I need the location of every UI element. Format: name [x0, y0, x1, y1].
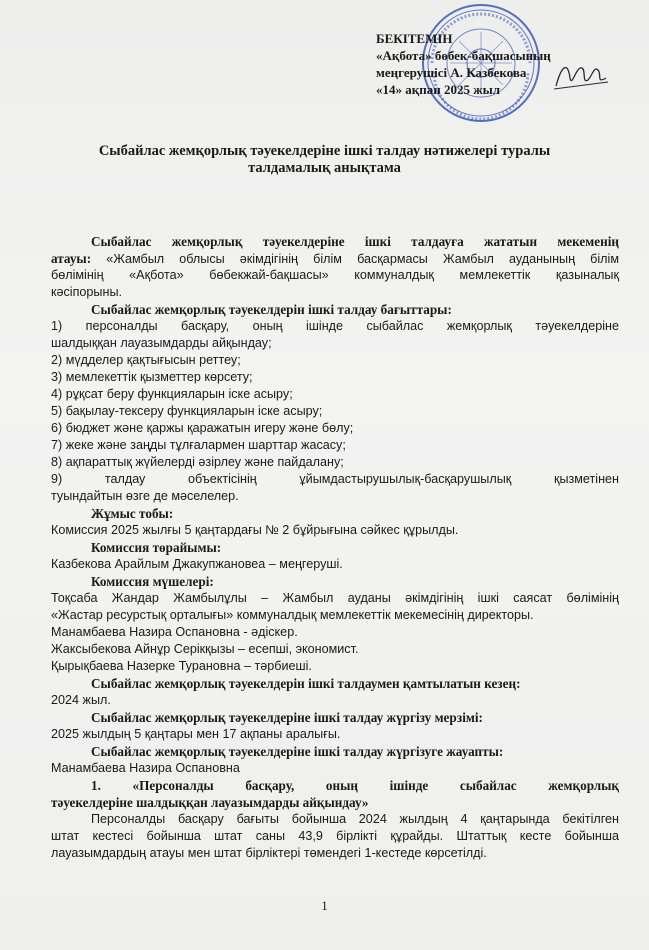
paragraph-line: лауазымдардың атауы мен штат бірліктері төмендегі 1-кестеде көрсетілді.	[51, 846, 487, 860]
title-line: талдамалық анықтама	[248, 160, 401, 176]
list-item: 6) бюджет және қаржы қаражатын игеру және бөлу;	[51, 421, 354, 435]
institution-name-text: кәсіпорыны.	[51, 285, 122, 299]
paragraph-line: Манамбаева Назира Оспановна - әдіскер.	[51, 625, 298, 639]
section-1-heading: тәуекелдеріне шалдыққан лауазымдарды айқындау»	[51, 795, 369, 810]
list-item: 7) жеке және заңды тұлғалармен шарттар жасасу;	[51, 438, 346, 452]
section-heading: Жұмыс тобы:	[91, 506, 174, 521]
section-heading: Сыбайлас жемқорлық тәуекелдеріне ішкі талдау жүргізуге жауапты:	[91, 744, 504, 759]
paragraph-line: Комиссия 2025 жылғы 5 қаңтардағы № 2 бұйрығына сәйкес құрылды.	[51, 523, 459, 537]
list-item: 8) ақпараттық жүйелерді әзірлеу және пайдалану;	[51, 455, 344, 469]
approval-block	[376, 30, 551, 98]
page-number: 1	[321, 898, 328, 913]
list-item: 2) мүдделер қақтығысын реттеу;	[51, 353, 241, 367]
section-heading: Сыбайлас жемқорлық тәуекелдеріне ішкі талдау жүргізу мерзімі:	[91, 710, 483, 725]
list-item: шалдыққан лауазымдарды айқындау;	[51, 336, 272, 350]
paragraph-line: 2024 жыл.	[51, 693, 111, 707]
paragraph-line: «Жастар ресурстық орталығы» коммуналдық мемлекеттік мекемесінің директоры.	[51, 608, 534, 622]
section-heading: Сыбайлас жемқорлық тәуекелдерін ішкі талдау бағыттары:	[91, 302, 452, 317]
paragraph-line: штат кестесі бойынша штат саны 43,9 бірлікті құрайды. Штаттық кесте бойынша	[51, 829, 619, 843]
list-item: 4) рұқсат беру функцияларын іске асыру;	[51, 387, 293, 401]
title-line: Сыбайлас жемқорлық тәуекелдеріне ішкі талдау нәтижелері туралы	[98, 143, 551, 159]
approval-organization: «Ақбота» бөбек-бақшасының	[376, 48, 551, 63]
institution-name-label-end: атауы:	[51, 251, 92, 266]
institution-name-line	[51, 250, 619, 267]
handwritten-signature	[552, 58, 610, 94]
section-1-heading: 1. «Персоналды басқару, оның ішінде сыбайлас жемқорлық	[91, 778, 619, 793]
paragraph-line: 2025 жылдың 5 қаңтары мен 17 ақпаны аралығы.	[51, 727, 341, 741]
institution-name-label: Сыбайлас жемқорлық тәуекелдеріне ішкі талдауға жататын мекеменің	[91, 234, 619, 249]
paragraph-line: Персоналды басқару бағыты бойынша 2024 жылдың 4 қаңтарында бекітілген	[91, 812, 619, 826]
approval-signatory: меңгерушісі А. Казбекова	[376, 65, 527, 80]
list-item: 9) талдау объектісінің ұйымдастырушылық-басқарушылық қызметінен	[51, 472, 619, 486]
paragraph-line: Жаксыбекова Айнұр Серікқызы – есепші, экономист.	[51, 642, 359, 656]
paragraph-line: Казбекова Арайлым Джакупжановеа – меңгеруші.	[51, 557, 343, 571]
list-item: 3) мемлекеттік қызметтер көрсету;	[51, 370, 253, 384]
document-title	[0, 143, 649, 177]
list-item: 5) бақылау-тексеру функцияларын іске асыру;	[51, 404, 323, 418]
paragraph-line: Қырықбаева Назерке Турановна – тәрбиеші.	[51, 659, 312, 673]
section-heading: Комиссия мүшелері:	[91, 574, 214, 589]
section-heading: Сыбайлас жемқорлық тәуекелдерін ішкі талдаумен қамтылатын кезең:	[91, 676, 521, 691]
approval-heading: БЕКІТЕМІН	[376, 31, 453, 46]
paragraph-line: Манамбаева Назира Оспановна	[51, 761, 240, 775]
list-item: туындайтын өзге де мәселелер.	[51, 489, 239, 503]
approval-date: «14» ақпан 2025 жыл	[376, 82, 501, 97]
paragraph-line: Тоқсаба Жандар Жамбылұлы – Жамбыл ауданы әкімдігінің ішкі саясат бөлімінің	[51, 591, 619, 605]
list-item: 1) персоналды басқару, оның ішінде сыбайлас жемқорлық тәуекелдеріне	[51, 319, 619, 333]
document-body	[51, 233, 619, 862]
institution-name-text: бөлімінің «Ақбота» бөбекжай-бақшасы» коммуналдық мемлекеттік қазыналық	[51, 268, 619, 282]
institution-name-text: «Жамбыл облысы әкімдігінің білім басқармасы Жамбыл ауданының білім	[91, 252, 619, 266]
section-heading: Комиссия төрайымы:	[91, 540, 222, 555]
